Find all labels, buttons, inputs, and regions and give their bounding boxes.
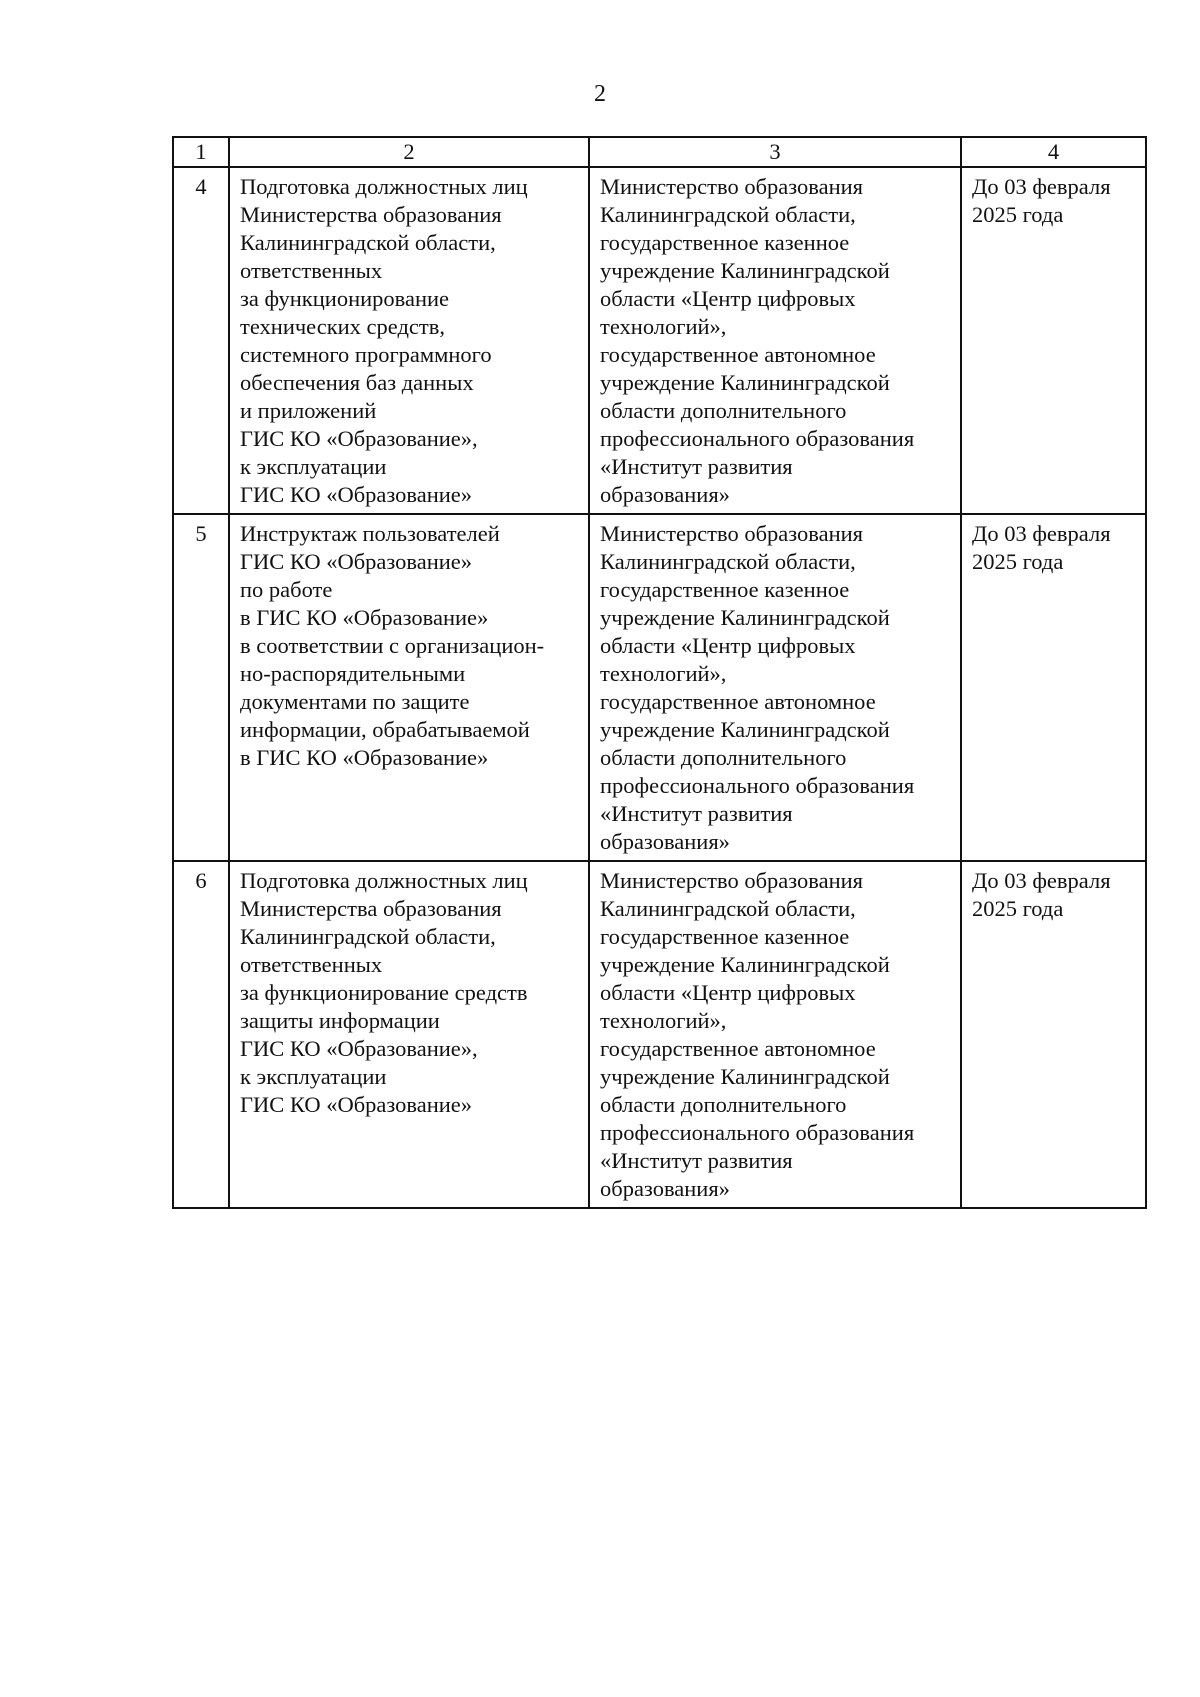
deadline-line: 2025 года bbox=[972, 896, 1064, 921]
task-line: в соответствии с организацион- bbox=[240, 633, 545, 658]
responsible-line: государственное автономное bbox=[600, 342, 876, 367]
responsible-line: «Институт развития bbox=[600, 1148, 793, 1173]
task-line: Министерства образования bbox=[240, 202, 502, 227]
task-line: ГИС КО «Образование», bbox=[240, 426, 478, 451]
task-line: информации, обрабатываемой bbox=[240, 717, 530, 742]
task-line: ответственных bbox=[240, 258, 383, 283]
responsible-cell bbox=[589, 514, 961, 861]
responsible-line: государственное казенное bbox=[600, 577, 850, 602]
task-line: обеспечения баз данных bbox=[240, 370, 474, 395]
responsible-line: учреждение Калининградской bbox=[600, 1064, 890, 1089]
task-line: по работе bbox=[240, 577, 333, 602]
task-line: Инструктаж пользователей bbox=[240, 521, 500, 546]
deadline-cell bbox=[961, 167, 1146, 514]
task-cell bbox=[229, 167, 589, 514]
header-cell-4: 4 bbox=[961, 137, 1146, 167]
task-line: ответственных bbox=[240, 952, 383, 977]
deadline-line: До 03 февраля bbox=[972, 868, 1111, 893]
responsible-line: области «Центр цифровых bbox=[600, 286, 856, 311]
table-header-row bbox=[173, 137, 1146, 167]
responsible-line: профессионального образования bbox=[600, 1120, 915, 1145]
responsible-line: технологий», bbox=[600, 314, 727, 339]
responsible-line: технологий», bbox=[600, 661, 727, 686]
task-cell bbox=[229, 514, 589, 861]
task-line: за функционирование bbox=[240, 286, 450, 311]
task-line: защиты информации bbox=[240, 1008, 440, 1033]
responsible-line: образования» bbox=[600, 1176, 730, 1201]
task-line: ГИС КО «Образование» bbox=[240, 549, 473, 574]
responsible-cell bbox=[589, 167, 961, 514]
responsible-line: Калининградской области, bbox=[600, 896, 856, 921]
responsible-line: государственное автономное bbox=[600, 1036, 876, 1061]
responsible-line: Министерство образования bbox=[600, 174, 864, 199]
deadline-line: До 03 февраля bbox=[972, 521, 1111, 546]
task-line: Министерства образования bbox=[240, 896, 502, 921]
deadline-line: 2025 года bbox=[972, 202, 1064, 227]
responsible-line: профессионального образования bbox=[600, 426, 915, 451]
responsible-line: технологий», bbox=[600, 1008, 727, 1033]
task-line: ГИС КО «Образование» bbox=[240, 1092, 473, 1117]
header-cell-2: 2 bbox=[229, 137, 589, 167]
responsible-line: области «Центр цифровых bbox=[600, 633, 856, 658]
responsible-line: учреждение Калининградской bbox=[600, 258, 890, 283]
responsible-line: учреждение Калининградской bbox=[600, 370, 890, 395]
task-line: в ГИС КО «Образование» bbox=[240, 605, 489, 630]
responsible-line: «Институт развития bbox=[600, 454, 793, 479]
responsible-line: Калининградской области, bbox=[600, 202, 856, 227]
responsible-line: области дополнительного bbox=[600, 398, 847, 423]
task-cell bbox=[229, 861, 589, 1208]
task-line: ГИС КО «Образование», bbox=[240, 1036, 478, 1061]
responsible-line: Министерство образования bbox=[600, 868, 864, 893]
responsible-line: государственное автономное bbox=[600, 689, 876, 714]
deadline-line: До 03 февраля bbox=[972, 174, 1111, 199]
task-line: документами по защите bbox=[240, 689, 470, 714]
task-line: в ГИС КО «Образование» bbox=[240, 745, 489, 770]
responsible-line: учреждение Калининградской bbox=[600, 952, 890, 977]
responsible-line: «Институт развития bbox=[600, 801, 793, 826]
page-number: 2 bbox=[594, 81, 606, 107]
task-line: системного программного bbox=[240, 342, 492, 367]
deadline-line: 2025 года bbox=[972, 549, 1064, 574]
table-row bbox=[173, 514, 1146, 861]
responsible-line: образования» bbox=[600, 482, 730, 507]
task-line: Подготовка должностных лиц bbox=[240, 868, 528, 893]
responsible-line: учреждение Калининградской bbox=[600, 605, 890, 630]
responsible-line: Министерство образования bbox=[600, 521, 864, 546]
responsible-line: области «Центр цифровых bbox=[600, 980, 856, 1005]
row-number: 6 bbox=[173, 861, 229, 1208]
task-line: к эксплуатации bbox=[240, 454, 387, 479]
task-line: Калининградской области, bbox=[240, 924, 496, 949]
responsible-line: области дополнительного bbox=[600, 745, 847, 770]
responsible-line: учреждение Калининградской bbox=[600, 717, 890, 742]
task-line: но-распорядительными bbox=[240, 661, 466, 686]
row-number: 5 bbox=[173, 514, 229, 861]
table-row bbox=[173, 861, 1146, 1208]
task-line: за функционирование средств bbox=[240, 980, 528, 1005]
deadline-cell bbox=[961, 514, 1146, 861]
table-row bbox=[173, 167, 1146, 514]
responsible-line: Калининградской области, bbox=[600, 549, 856, 574]
task-line: ГИС КО «Образование» bbox=[240, 482, 473, 507]
responsible-line: государственное казенное bbox=[600, 924, 850, 949]
responsible-line: образования» bbox=[600, 829, 730, 854]
plan-table bbox=[172, 136, 1147, 1209]
deadline-cell bbox=[961, 861, 1146, 1208]
responsible-line: области дополнительного bbox=[600, 1092, 847, 1117]
header-cell-1: 1 bbox=[173, 137, 229, 167]
header-cell-3: 3 bbox=[589, 137, 961, 167]
task-line: к эксплуатации bbox=[240, 1064, 387, 1089]
task-line: Подготовка должностных лиц bbox=[240, 174, 528, 199]
responsible-line: профессионального образования bbox=[600, 773, 915, 798]
task-line: и приложений bbox=[240, 398, 377, 423]
responsible-cell bbox=[589, 861, 961, 1208]
row-number: 4 bbox=[173, 167, 229, 514]
task-line: технических средств, bbox=[240, 314, 445, 339]
task-line: Калининградской области, bbox=[240, 230, 496, 255]
responsible-line: государственное казенное bbox=[600, 230, 850, 255]
